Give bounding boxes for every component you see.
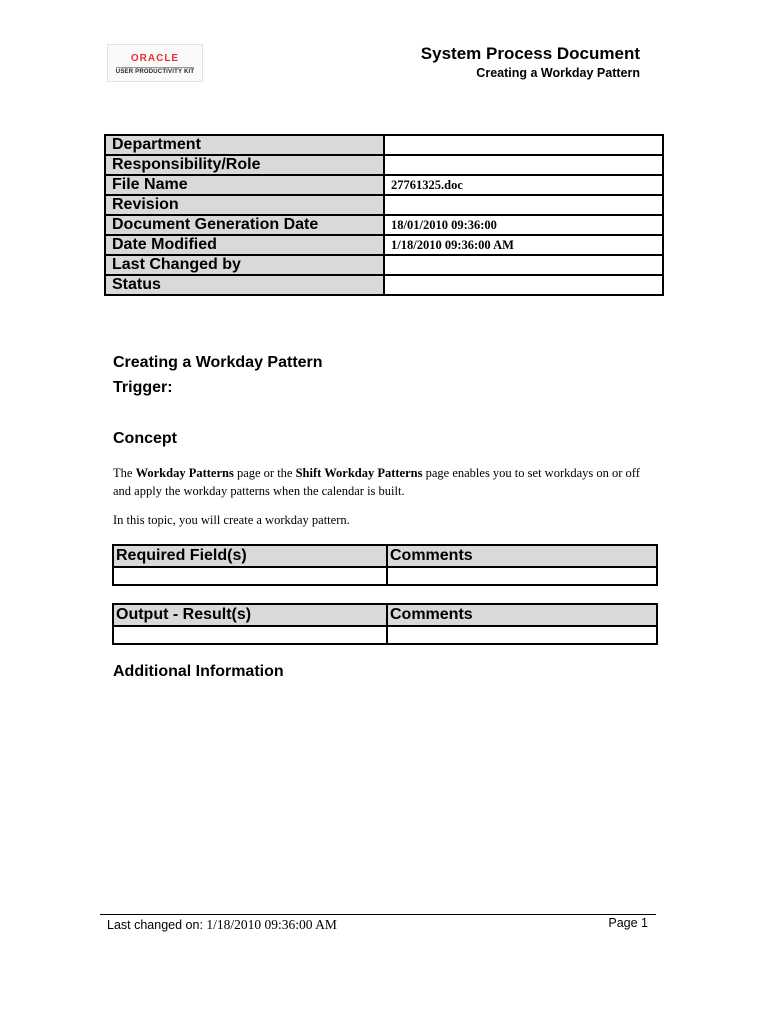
meta-value: 1/18/2010 09:36:00 AM (384, 235, 663, 255)
column-header-comments: Comments (387, 604, 657, 626)
shift-workday-patterns-term: Shift Workday Patterns (295, 466, 423, 480)
concept-heading: Concept (113, 430, 177, 447)
table-header-row (113, 545, 657, 567)
concept-text: page or the (233, 466, 296, 480)
meta-value (384, 135, 663, 155)
column-header-comments: Comments (387, 545, 657, 567)
meta-value (384, 255, 663, 275)
concept-paragraph (113, 464, 658, 500)
workday-patterns-term: Workday Patterns (135, 466, 234, 480)
table-cell (387, 626, 657, 644)
meta-label: Last Changed by (105, 255, 384, 275)
column-header-required-fields: Required Field(s) (113, 545, 387, 567)
meta-row-file-name (105, 175, 663, 195)
trigger-heading: Trigger: (113, 379, 173, 396)
meta-value (384, 275, 663, 295)
oracle-upk-logo (107, 44, 203, 82)
meta-label: Department (105, 135, 384, 155)
meta-label: Document Generation Date (105, 215, 384, 235)
page-number: Page 1 (608, 916, 648, 930)
output-results-table (112, 603, 658, 645)
meta-label: Revision (105, 195, 384, 215)
footer-last-changed (107, 917, 337, 933)
meta-value (384, 195, 663, 215)
logo-subtitle: USER PRODUCTIVITY KIT (115, 69, 195, 75)
section-heading: Creating a Workday Pattern (113, 354, 323, 371)
meta-row-last-changed-by (105, 255, 663, 275)
table-cell (113, 626, 387, 644)
meta-label: File Name (105, 175, 384, 195)
table-row (113, 626, 657, 644)
meta-label: Status (105, 275, 384, 295)
meta-row-status (105, 275, 663, 295)
meta-label: Responsibility/Role (105, 155, 384, 175)
logo-brand: ORACLE (130, 53, 180, 64)
meta-label: Date Modified (105, 235, 384, 255)
footer-last-changed-label: Last changed on: (107, 918, 207, 932)
footer-last-changed-value: 1/18/2010 09:36:00 AM (206, 917, 337, 932)
meta-row-revision (105, 195, 663, 215)
table-cell (387, 567, 657, 585)
meta-value: 18/01/2010 09:36:00 (384, 215, 663, 235)
topic-intro-paragraph: In this topic, you will create a workday pattern. (113, 513, 350, 527)
meta-row-generation-date (105, 215, 663, 235)
document-subtitle: Creating a Workday Pattern (476, 66, 640, 80)
column-header-output-results: Output - Result(s) (113, 604, 387, 626)
concept-text: The (113, 466, 136, 480)
document-metadata-table (104, 134, 664, 296)
additional-information-heading: Additional Information (113, 663, 284, 680)
meta-row-department (105, 135, 663, 155)
document-title: System Process Document (420, 44, 640, 63)
table-header-row (113, 604, 657, 626)
required-fields-table (112, 544, 658, 586)
footer-divider (100, 914, 656, 915)
table-cell (113, 567, 387, 585)
meta-row-responsibility (105, 155, 663, 175)
meta-value: 27761325.doc (384, 175, 663, 195)
meta-value (384, 155, 663, 175)
table-row (113, 567, 657, 585)
concept-text: page enables you to set workdays on or off and apply the workday patterns when the calendar is built. (113, 466, 640, 498)
meta-row-date-modified (105, 235, 663, 255)
logo-divider (116, 67, 194, 68)
